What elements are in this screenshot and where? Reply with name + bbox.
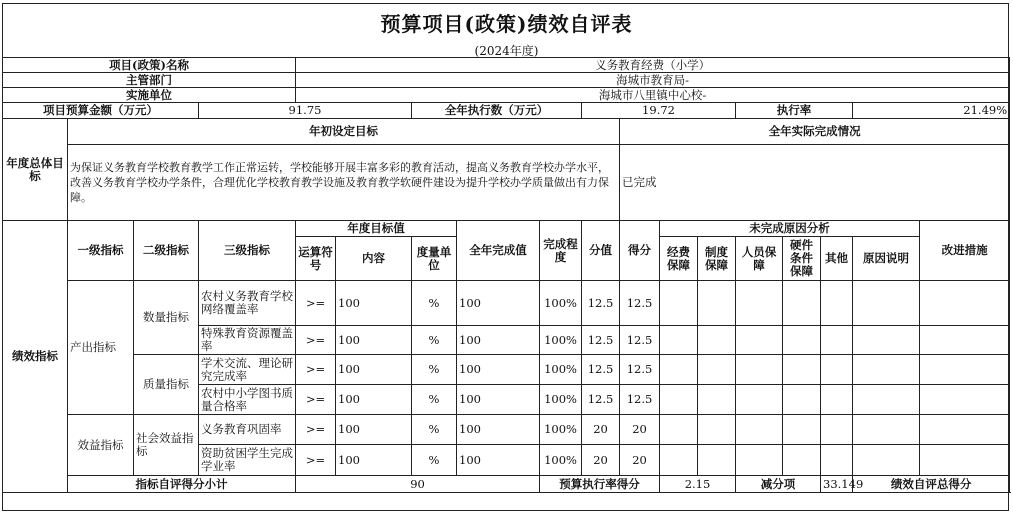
group-benefit: 效益指标 (68, 415, 134, 476)
indicator-name: 资助贫困学生完成学业率 (199, 445, 296, 476)
indicator-content: 100 (336, 355, 412, 385)
empty-cell (821, 281, 853, 326)
unit-header: 度量单位 (412, 237, 457, 281)
exec-rate-label: 执行率 (736, 103, 853, 119)
evaluation-table (2, 57, 1010, 493)
exec-rate-value: 21.49% (853, 103, 1010, 119)
reason-header: 原因说明 (853, 237, 920, 281)
empty-cell (698, 445, 736, 476)
staff-header: 人员保障 (736, 237, 783, 281)
indicator-full-year: 100 (457, 326, 540, 355)
content-header: 内容 (336, 237, 412, 281)
level2-header: 二级指标 (134, 221, 199, 281)
goal-set-text: 为保证义务教育学校教育教学工作正常运转，学校能够开展丰富多彩的教育活动，提高义务教育学校办学水平，改善义务教育学校办学条件，合理优化学校教育教学设施及教育教学软硬件建设为提升学校办学质量做出有力保障。 (68, 145, 620, 221)
subtotal-label: 指标自评得分小计 (68, 476, 296, 493)
score-header: 得分 (620, 221, 660, 281)
reason-group-header: 未完成原因分析 (660, 221, 920, 237)
indicator-degree: 100% (540, 445, 582, 476)
indicator-op: >= (296, 445, 336, 476)
empty-cell (783, 355, 821, 385)
dept-value: 海城市教育局- (296, 73, 1010, 88)
total-label: 绩效自评总得分 (853, 476, 1010, 493)
form-title: 预算项目(政策)绩效自评表 (380, 12, 633, 36)
empty-cell (698, 326, 736, 355)
indicator-value: 12.5 (582, 355, 620, 385)
group-quantity: 数量指标 (134, 281, 199, 355)
target-group-header: 年度目标值 (296, 221, 457, 237)
empty-cell (853, 445, 920, 476)
empty-cell (853, 281, 920, 326)
empty-cell (920, 415, 1010, 445)
goal-actual-text: 已完成 (620, 145, 1010, 221)
empty-cell (920, 326, 1010, 355)
indicator-unit: % (412, 415, 457, 445)
indicator-op: >= (296, 415, 336, 445)
empty-cell (853, 385, 920, 415)
deduct-value: 33.149 (821, 476, 853, 493)
indicator-name: 学术交流、理论研究完成率 (199, 355, 296, 385)
empty-cell (821, 326, 853, 355)
goal-actual-header: 全年实际完成情况 (620, 119, 1010, 145)
empty-cell (698, 415, 736, 445)
empty-cell (660, 415, 698, 445)
annual-goal-label: 年度总体目标 (3, 119, 68, 221)
empty-cell (660, 445, 698, 476)
op-header: 运算符号 (296, 237, 336, 281)
exec-amount-value: 19.72 (582, 103, 736, 119)
indicator-op: >= (296, 281, 336, 326)
empty-cell (736, 445, 783, 476)
indicator-content: 100 (336, 281, 412, 326)
empty-cell (821, 385, 853, 415)
empty-cell (660, 281, 698, 326)
indicator-score: 12.5 (620, 326, 660, 355)
empty-cell (783, 415, 821, 445)
exec-amount-label: 全年执行数（万元） (412, 103, 582, 119)
empty-cell (783, 281, 821, 326)
funding-header: 经费保障 (660, 237, 698, 281)
budget-amount-value: 91.75 (199, 103, 412, 119)
indicator-unit: % (412, 281, 457, 326)
empty-cell (660, 385, 698, 415)
indicator-op: >= (296, 326, 336, 355)
exec-score-value: 2.15 (660, 476, 736, 493)
empty-cell (660, 355, 698, 385)
empty-cell (660, 326, 698, 355)
indicator-op: >= (296, 355, 336, 385)
empty-cell (736, 281, 783, 326)
indicator-content: 100 (336, 415, 412, 445)
indicator-score: 12.5 (620, 385, 660, 415)
form-year: (2024年度) (474, 44, 539, 58)
goal-set-header: 年初设定目标 (68, 119, 620, 145)
exec-score-label: 预算执行率得分 (540, 476, 660, 493)
empty-cell (821, 415, 853, 445)
indicator-value: 20 (582, 445, 620, 476)
indicator-degree: 100% (540, 415, 582, 445)
indicator-full-year: 100 (457, 415, 540, 445)
unit-label: 实施单位 (3, 88, 296, 103)
empty-cell (736, 415, 783, 445)
empty-cell (853, 326, 920, 355)
indicator-full-year: 100 (457, 355, 540, 385)
level3-header: 三级指标 (199, 221, 296, 281)
indicator-score: 20 (620, 415, 660, 445)
indicator-degree: 100% (540, 326, 582, 355)
indicator-name: 农村义务教育学校网络覆盖率 (199, 281, 296, 326)
indicator-unit: % (412, 326, 457, 355)
empty-cell (853, 415, 920, 445)
improve-header: 改进措施 (920, 221, 1010, 281)
system-header: 制度保障 (698, 237, 736, 281)
full-year-header: 全年完成值 (457, 221, 540, 281)
indicator-name: 特殊教育资源覆盖率 (199, 326, 296, 355)
indicator-content: 100 (336, 445, 412, 476)
empty-cell (698, 355, 736, 385)
empty-cell (783, 445, 821, 476)
indicator-unit: % (412, 385, 457, 415)
group-social: 社会效益指标 (134, 415, 199, 476)
unit-value: 海城市八里镇中心校- (296, 88, 1010, 103)
indicator-score: 20 (620, 445, 660, 476)
indicator-score: 12.5 (620, 355, 660, 385)
subtotal-value: 90 (296, 476, 540, 493)
dept-label: 主管部门 (3, 73, 296, 88)
indicator-degree: 100% (540, 385, 582, 415)
empty-cell (736, 385, 783, 415)
indicator-value: 12.5 (582, 281, 620, 326)
indicator-value: 12.5 (582, 326, 620, 355)
degree-header: 完成程度 (540, 221, 582, 281)
indicator-side-label: 绩效指标 (3, 221, 68, 493)
indicator-content: 100 (336, 385, 412, 415)
empty-cell (821, 445, 853, 476)
group-quality: 质量指标 (134, 355, 199, 415)
indicator-op: >= (296, 385, 336, 415)
empty-cell (783, 326, 821, 355)
indicator-score: 12.5 (620, 281, 660, 326)
indicator-unit: % (412, 445, 457, 476)
indicator-content: 100 (336, 326, 412, 355)
empty-cell (698, 385, 736, 415)
other-header: 其他 (821, 237, 853, 281)
indicator-full-year: 100 (457, 385, 540, 415)
empty-cell (920, 281, 1010, 326)
level1-header: 一级指标 (68, 221, 134, 281)
empty-cell (698, 281, 736, 326)
empty-cell (853, 355, 920, 385)
score-value-header: 分值 (582, 221, 620, 281)
deduct-label: 减分项 (736, 476, 821, 493)
indicator-name: 义务教育巩固率 (199, 415, 296, 445)
hardware-header: 硬件条件保障 (783, 237, 821, 281)
group-output: 产出指标 (68, 281, 134, 415)
empty-cell (736, 355, 783, 385)
empty-cell (736, 326, 783, 355)
empty-cell (821, 355, 853, 385)
indicator-degree: 100% (540, 281, 582, 326)
indicator-value: 20 (582, 415, 620, 445)
indicator-name: 农村中小学图书质量合格率 (199, 385, 296, 415)
indicator-degree: 100% (540, 355, 582, 385)
indicator-value: 12.5 (582, 385, 620, 415)
indicator-unit: % (412, 355, 457, 385)
project-name-value: 义务教育经费（小学） (296, 58, 1010, 73)
empty-cell (783, 385, 821, 415)
empty-cell (920, 445, 1010, 476)
empty-cell (920, 385, 1010, 415)
budget-amount-label: 项目预算金额（万元） (3, 103, 199, 119)
indicator-full-year: 100 (457, 445, 540, 476)
empty-cell (920, 355, 1010, 385)
indicator-full-year: 100 (457, 281, 540, 326)
project-name-label: 项目(政策)名称 (3, 58, 296, 73)
